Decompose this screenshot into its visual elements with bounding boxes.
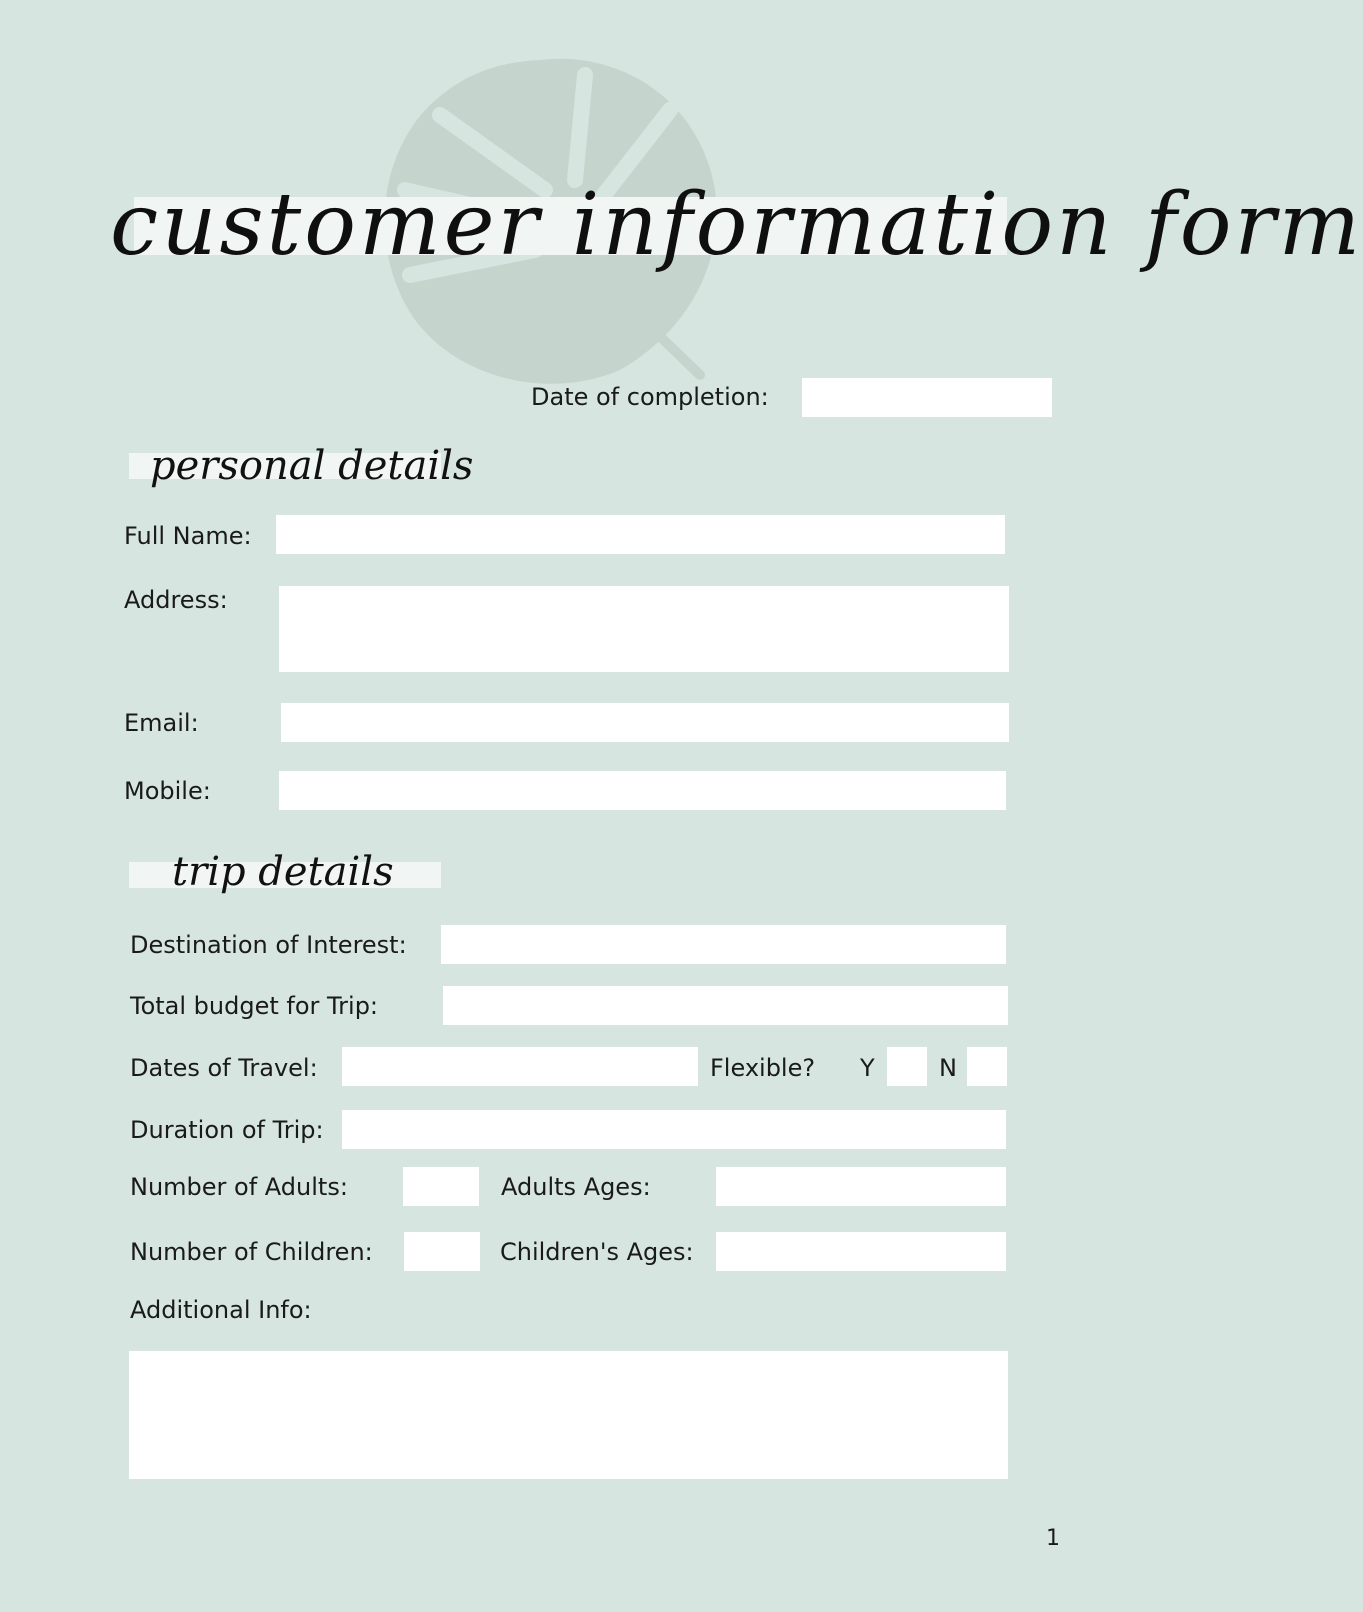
page-number: 1 [1046, 1526, 1060, 1551]
duration-label: Duration of Trip: [130, 1116, 324, 1144]
number-of-adults-field[interactable] [403, 1167, 479, 1206]
dates-of-travel-label: Dates of Travel: [130, 1054, 318, 1082]
dates-of-travel-field[interactable] [342, 1047, 698, 1086]
adults-ages-field[interactable] [716, 1167, 1006, 1206]
email-label: Email: [124, 709, 199, 737]
address-label: Address: [124, 586, 228, 614]
adults-ages-label: Adults Ages: [501, 1173, 651, 1201]
flexible-yes-checkbox[interactable] [887, 1047, 927, 1086]
additional-info-field[interactable] [129, 1351, 1008, 1479]
full-name-label: Full Name: [124, 522, 252, 550]
full-name-field[interactable] [276, 515, 1005, 554]
personal-details-heading: personal details [150, 443, 474, 489]
budget-label: Total budget for Trip: [130, 992, 379, 1020]
flexible-no-checkbox[interactable] [967, 1047, 1007, 1086]
childrens-ages-label: Children's Ages: [500, 1238, 694, 1266]
date-of-completion-field[interactable] [802, 378, 1052, 417]
destination-label: Destination of Interest: [130, 931, 407, 959]
mobile-field[interactable] [279, 771, 1006, 810]
budget-field[interactable] [443, 986, 1008, 1025]
flexible-yes-label: Y [860, 1054, 875, 1082]
childrens-ages-field[interactable] [716, 1232, 1006, 1271]
number-of-children-field[interactable] [404, 1232, 480, 1271]
additional-info-label: Additional Info: [130, 1296, 312, 1324]
trip-details-heading: trip details [172, 849, 394, 895]
page-title: customer information form [110, 175, 1363, 275]
flexible-label: Flexible? [710, 1054, 816, 1082]
flexible-no-label: N [939, 1054, 957, 1082]
address-field[interactable] [279, 586, 1009, 672]
email-field[interactable] [281, 703, 1009, 742]
number-of-adults-label: Number of Adults: [130, 1173, 348, 1201]
destination-field[interactable] [441, 925, 1006, 964]
duration-field[interactable] [342, 1110, 1006, 1149]
date-of-completion-label: Date of completion: [531, 383, 769, 411]
number-of-children-label: Number of Children: [130, 1238, 373, 1266]
mobile-label: Mobile: [124, 777, 211, 805]
